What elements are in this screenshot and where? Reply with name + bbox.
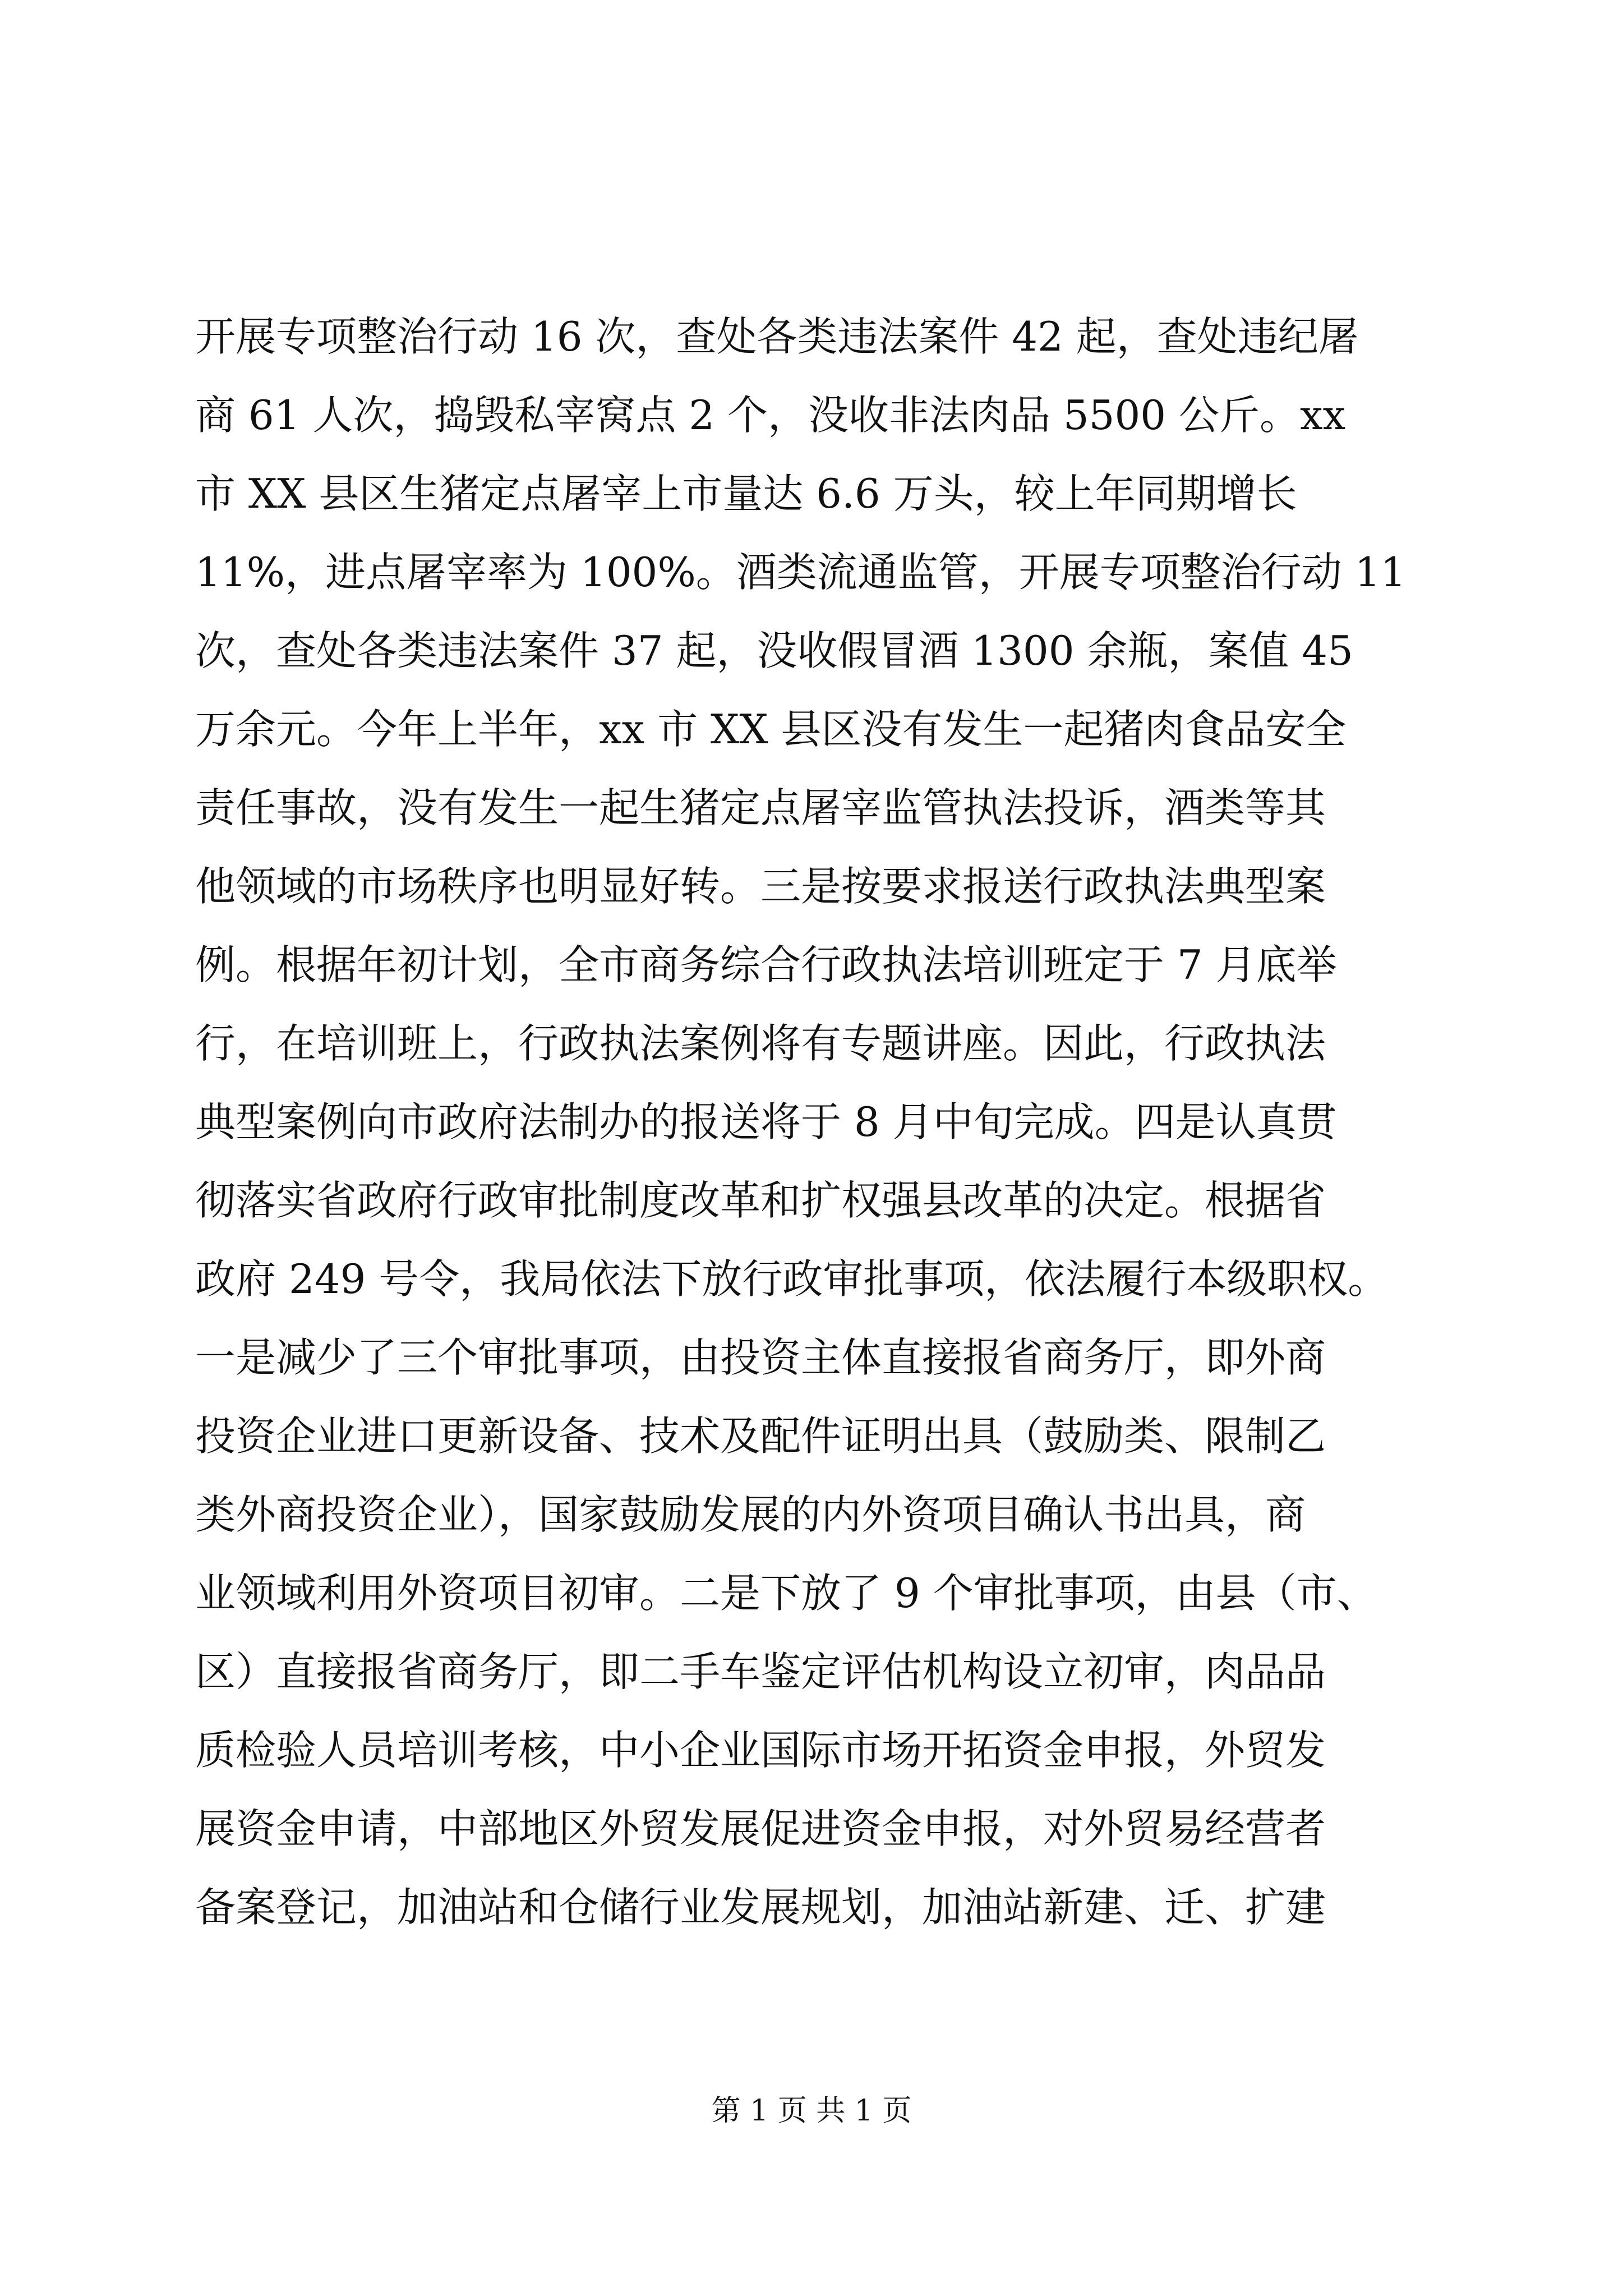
- text-line: 质检验人员培训考核，中小企业国际市场开拓资金申报，外贸发: [195, 1727, 1326, 1774]
- text-line: 彻落实省政府行政审批制度改革和扩权强县改革的决定。根据省: [195, 1177, 1326, 1224]
- text-line: 市 XX 县区生猪定点屠宰上市量达 6.6 万头，较上年同期增长: [195, 470, 1297, 517]
- text-line: 例。根据年初计划，全市商务综合行政执法培训班定于 7 月底举: [195, 941, 1337, 988]
- text-line: 责任事故，没有发生一起生猪定点屠宰监管执法投诉，酒类等其: [195, 784, 1326, 831]
- text-line: 典型案例向市政府法制办的报送将于 8 月中旬完成。四是认真贯: [195, 1098, 1337, 1145]
- page-footer: [0, 2091, 1623, 2131]
- text-line: 次，查处各类违法案件 37 起，没收假冒酒 1300 余瓶，案值 45: [195, 627, 1353, 674]
- text-line: 投资企业进口更新设备、技术及配件证明出具（鼓励类、限制乙: [195, 1412, 1326, 1460]
- text-line: 政府 249 号令，我局依法下放行政审批事项，依法履行本级职权。: [195, 1255, 1389, 1303]
- text-line: 一是减少了三个审批事项，由投资主体直接报省商务厅，即外商: [195, 1334, 1326, 1381]
- text-line: 他领域的市场秩序也明显好转。三是按要求报送行政执法典型案: [195, 863, 1326, 910]
- page-number-label: 第 1 页 共 1 页: [711, 2094, 912, 2128]
- text-line: 开展专项整治行动 16 次，查处各类违法案件 42 起，查处违纪屠: [195, 313, 1359, 360]
- text-line: 区）直接报省商务厅，即二手车鉴定评估机构设立初审，肉品品: [195, 1648, 1326, 1695]
- text-line: 行，在培训班上，行政执法案例将有专题讲座。因此，行政执法: [195, 1020, 1326, 1067]
- text-line: 商 61 人次，捣毁私宰窝点 2 个，没收非法肉品 5500 公斤。xx: [195, 392, 1346, 439]
- text-line: 备案登记，加油站和仓储行业发展规划，加油站新建、迁、扩建: [195, 1884, 1326, 1931]
- text-line: 万余元。今年上半年，xx 市 XX 县区没有发生一起猪肉食品安全: [195, 706, 1347, 753]
- text-line: 展资金申请，中部地区外贸发展促进资金申报，对外贸易经营者: [195, 1805, 1326, 1852]
- text-line: 业领域利用外资项目初审。二是下放了 9 个审批事项，由县（市、: [195, 1570, 1377, 1617]
- text-line: 11%，进点屠宰率为 100%。酒类流通监管，开展专项整治行动 11: [195, 549, 1407, 596]
- text-line: 类外商投资企业），国家鼓励发展的内外资项目确认书出具，商: [195, 1491, 1306, 1538]
